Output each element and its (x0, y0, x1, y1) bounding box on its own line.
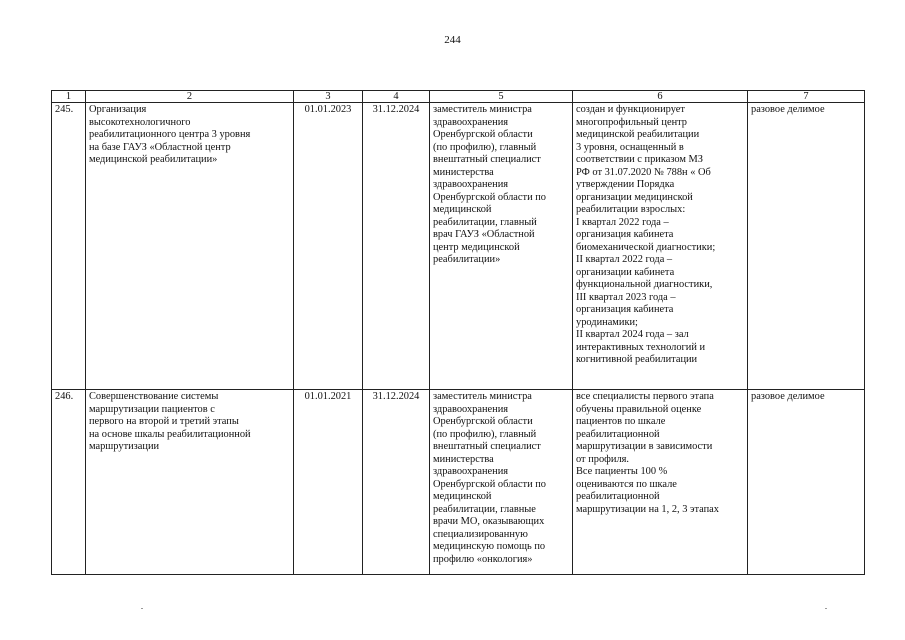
column-number-row (52, 91, 865, 103)
start-date-cell: 01.01.2021 (294, 390, 363, 575)
responsible-cell: заместитель министра здравоохранения Оренбургской области (по профилю), главный внештатный специалист министерства здравоохранения Оренбургской области по медицинской реабилитации, главный врач ГАУЗ «Областной центр медицинской реабилитации» (430, 103, 573, 390)
measure-name-cell: Организация высокотехнологичного реабилитационного центра 3 уровня на базе ГАУЗ «Областной центр медицинской реабилитации» (86, 103, 294, 390)
column-number-cell: 6 (573, 91, 748, 103)
column-number-cell: 7 (748, 91, 865, 103)
table-row (52, 390, 865, 575)
result-cell: создан и функционирует многопрофильный центр медицинской реабилитации 3 уровня, оснащенный в соответствии с приказом МЗ РФ от 31.07.2020 № 788н « Об утверждении Порядка организации медицинской реабилитации взрослых: I квартал 2022 года – организация кабинета биомеханической диагностики; II квартал 2022 года – организации кабинета функциональной диагностики, III квартал 2023 года – организация кабинета уродинамики; II квартал 2024 года – зал интерактивных технологий и когнитивной реабилитации (573, 103, 748, 390)
result-cell: все специалисты первого этапа обучены правильной оценке пациентов по шкале реабилитационной маршрутизации в зависимости от профиля. Все пациенты 100 % оцениваются по шкале реабилитационной маршрутизации на 1, 2, 3 этапах (573, 390, 748, 575)
table-row (52, 103, 865, 390)
measures-table (51, 90, 865, 575)
end-date-cell: 31.12.2024 (363, 390, 430, 575)
column-number-cell: 3 (294, 91, 363, 103)
responsible-cell: заместитель министра здравоохранения Оренбургской области (по профилю), главный внештатный специалист министерства здравоохранения Оренбургской области по медицинской реабилитации, главные врачи МО, оказывающих специализированную медицинскую помощь по профилю «онкология» (430, 390, 573, 575)
column-number-cell: 5 (430, 91, 573, 103)
page-number: 244 (444, 34, 461, 46)
scan-speck (825, 608, 827, 609)
measure-type-cell: разовое делимое (748, 103, 865, 390)
measure-name-cell: Совершенствование системы маршрутизации пациентов с первого на второй и третий этапы на основе шкалы реабилитационной маршрутизации (86, 390, 294, 575)
row-number-cell: 246. (52, 390, 86, 575)
end-date-cell: 31.12.2024 (363, 103, 430, 390)
start-date-cell: 01.01.2023 (294, 103, 363, 390)
scan-speck (141, 608, 143, 609)
column-number-cell: 2 (86, 91, 294, 103)
row-number-cell: 245. (52, 103, 86, 390)
measure-type-cell: разовое делимое (748, 390, 865, 575)
column-number-cell: 1 (52, 91, 86, 103)
column-number-cell: 4 (363, 91, 430, 103)
